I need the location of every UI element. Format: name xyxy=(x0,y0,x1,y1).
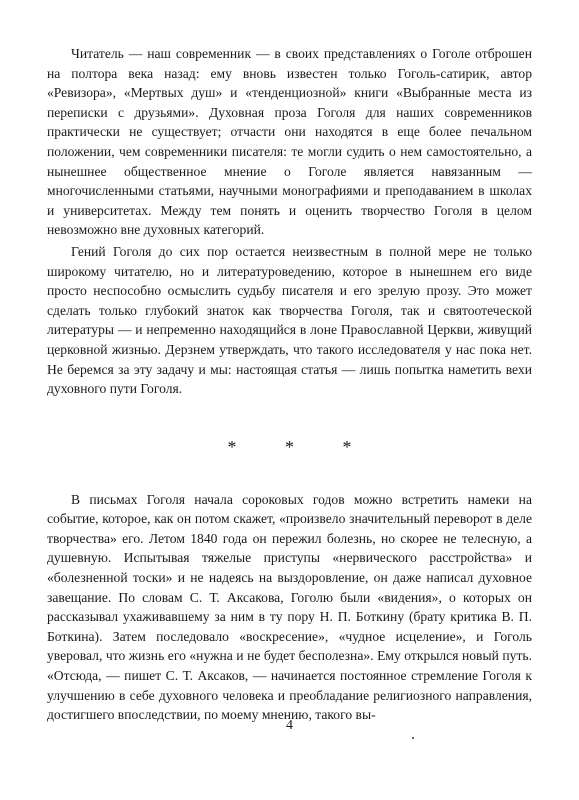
paragraph-1: Читатель — наш современник — в своих представлениях о Гоголе отброшен на полтора века назад: ему вновь известен только Гоголь-сатирик, автор «Ревизора», «Мертвых душ» и «тенденциозной» книги «Выбранные места из переписки с друзьями». Духовная проза Гоголя для наших современников практически не существует; отчасти они находятся в еще более печальном положении, чем современники писателя: те могли судить о нем самостоятельно, а нынешнее общественное мнение о Гоголе является навязанным — многочисленными статьями, научными монографиями и преподаванием в школах и университетах. Между тем понять и оценить творчество Гоголя в целом невозможно вне духовных категорий. xyxy=(47,46,532,238)
paragraph-3: В письмах Гоголя начала сороковых годов можно встретить намеки на событие, которое, как он потом скажет, «произвело значительный переворот в деле творчества» его. Летом 1840 года он пережил болезнь, но скорее не телесную, а душевную. Испытывая тяжелые приступы «нервического расстройства» и «болезненной тоски» и не надеясь на выздоровление, он даже написал духовное завещание. По словам С. Т. Аксакова, Гоголю были «видения», о которых он рассказывал ухаживавшему за ним в ту пору Н. П. Боткину (брату критика В. П. Боткина). Затем последовало «воскресение», «чудное исцеление», и Гоголь уверовал, что жизнь его «нужна и не будет бесполезна». Ему открылся новый путь. «Отсюда, — пишет С. Т. Аксаков, — начинается постоянное стремление Гоголя к улучшению в себе духовного человека и преобладание религиозного направления, достигшего впоследствии, по моему мнению, такого вы- xyxy=(47,491,532,723)
paragraph-2: Гений Гоголя до сих пор остается неизвестным в полной мере не только широкому читателю, но и литературоведению, которое в нынешнем его виде просто неспособно осмыслить судьбу писателя и его зрелую прозу. Это может сделать только глубокий знаток как творчества Гоголя, так и святоотеческой литературы — и непременно находящийся в лоне Православной Церкви, живущий церковной жизнью. Дерзнем утверждать, что такого исследователя у нас пока нет. Не беремся за эту задачу и мы: настоящая статья — лишь попытка наметить вехи духовного пути Гоголя. xyxy=(47,243,532,397)
section-separator: * * * xyxy=(227,436,374,457)
print-speck xyxy=(412,737,414,739)
page-body xyxy=(47,44,532,725)
page-number: 4 xyxy=(286,718,293,733)
